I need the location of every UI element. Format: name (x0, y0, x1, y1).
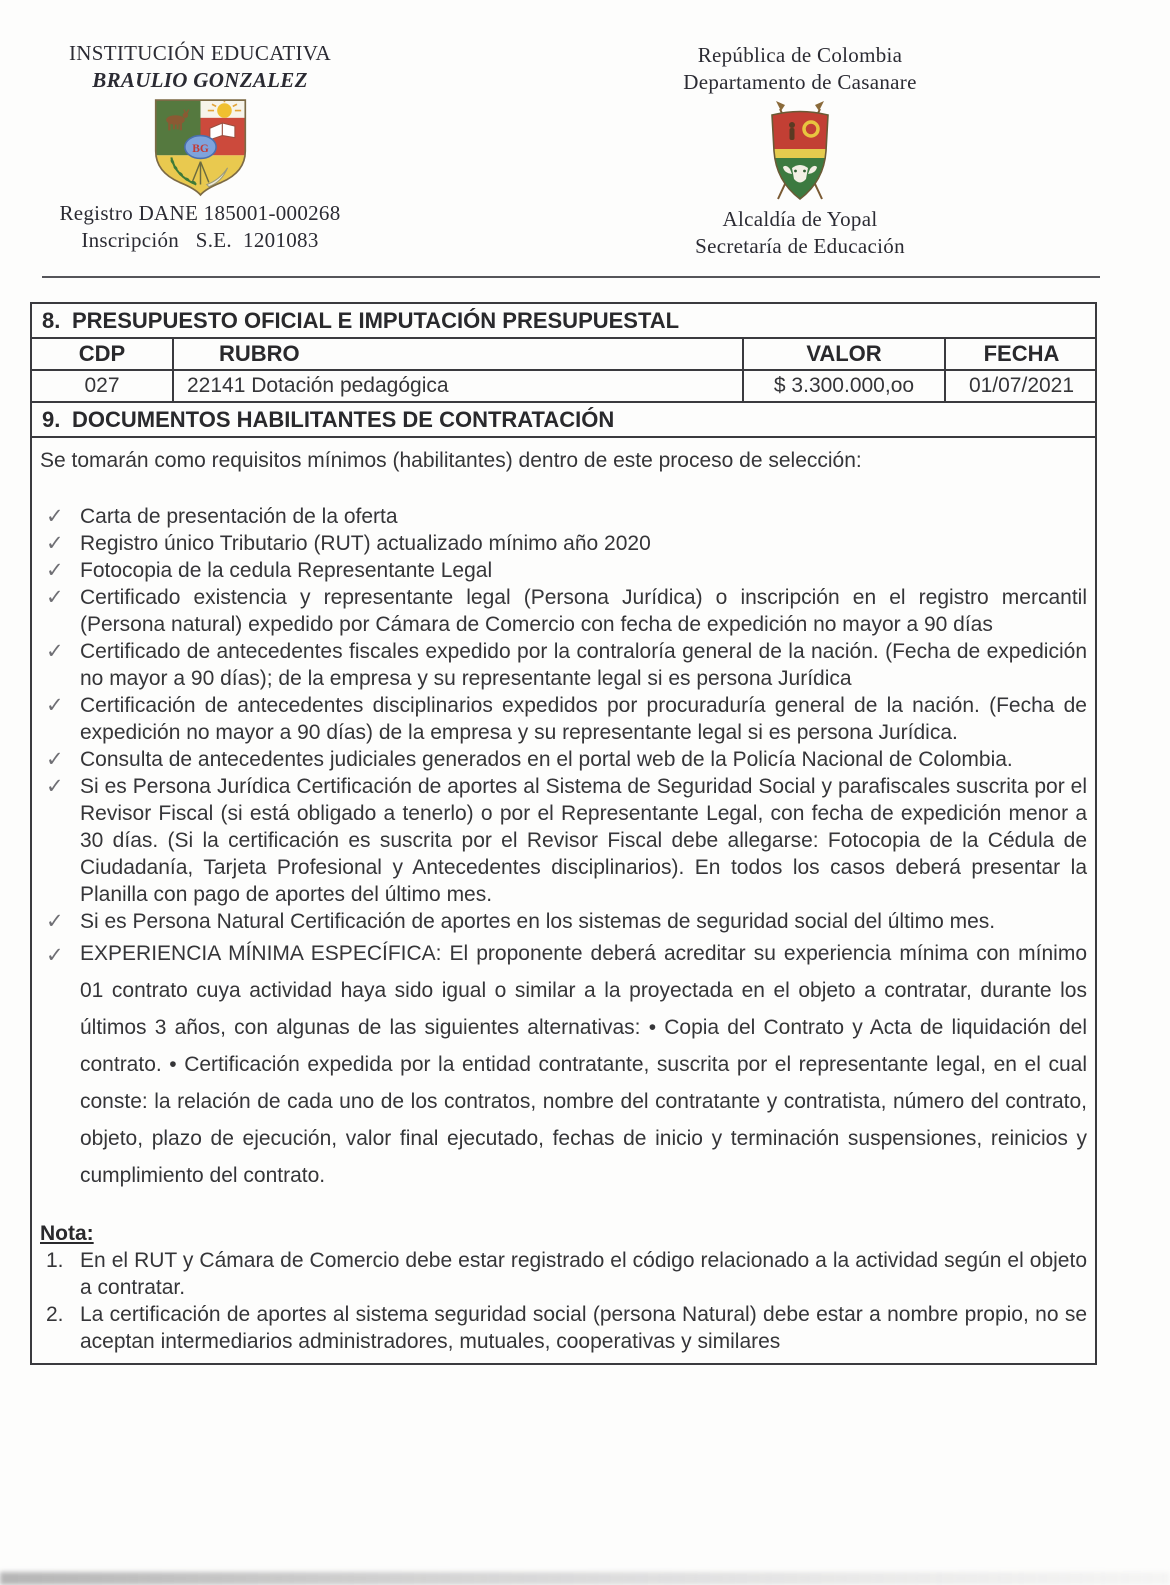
check-icon: ✓ (46, 505, 64, 528)
checklist-item (38, 503, 1087, 530)
school-crest-icon (148, 97, 253, 197)
checklist-item-text: Si es Persona Jurídica Certificación de aportes al Sistema de Seguridad Social y parafiscales suscrita por el Revisor Fiscal (si está obligado a tenerlo) o por el Representante Legal, con fecha de expedición menor a 30 días. (Si la certificación es suscrita por el Revisor Fiscal debe allegarse: Fotocopia de la Cédula de Ciudadanía, Tarjeta Profesional y Antecedentes disciplinarios). En todos los casos deberá presentar la Planilla con pago de aportes del último mes. (80, 775, 1087, 906)
checklist-item-text: Fotocopia de la cedula Representante Legal (80, 559, 493, 582)
note-number: 2. (46, 1303, 64, 1326)
col-header-rubro: RUBRO (173, 339, 743, 370)
scan-artifact (0, 1572, 1170, 1585)
checklist-item-text: Consulta de antecedentes judiciales generados en el portal web de la Policía Nacional de Colombia. (80, 748, 1013, 771)
cell-rubro: 22141 Dotación pedagógica (173, 370, 743, 402)
checklist-item (38, 773, 1087, 908)
requirements-intro: Se tomarán como requisitos mínimos (habilitantes) dentro de este proceso de selección: (40, 449, 862, 472)
letterhead-government (650, 42, 950, 260)
col-header-cdp: CDP (32, 339, 173, 370)
checklist-item-text: Registro único Tributario (RUT) actualizado mínimo año 2020 (80, 532, 651, 555)
alcaldia-line: Alcaldía de Yopal (722, 207, 878, 231)
col-header-valor: VALOR (743, 339, 945, 370)
section9-number: 9. (42, 406, 61, 432)
checklist-item (38, 908, 1087, 935)
school-name-line2: BRAULIO GONZALEZ (92, 68, 308, 92)
checklist-item-experiencia (38, 935, 1087, 1194)
note-item (38, 1301, 1087, 1355)
checklist-item (38, 692, 1087, 746)
checklist-item-text: Si es Persona Natural Certificación de aportes en los sistemas de seguridad social del último mes. (80, 910, 996, 933)
check-icon: ✓ (46, 559, 64, 582)
check-icon: ✓ (46, 775, 64, 798)
check-icon: ✓ (46, 944, 64, 967)
document-main-table (30, 302, 1097, 1365)
checklist-item (38, 746, 1087, 773)
section8-number: 8. (42, 307, 61, 333)
checklist-item-text: Certificado de antecedentes fiscales expedido por la contraloría general de la nación. (Fecha de expedición no mayor a 90 días); de la empresa y su representante legal si es persona Jurídica (80, 640, 1087, 690)
section8-title: PRESUPUESTO OFICIAL E IMPUTACIÓN PRESUPUESTAL (72, 307, 680, 333)
note-item (38, 1247, 1087, 1301)
cell-valor: $ 3.300.000,oo (743, 370, 945, 402)
checklist-item-text: Certificado existencia y representante legal (Persona Jurídica) o inscripción en el registro mercantil (Persona natural) expedido por Cámara de Comercio con fecha de expedición no mayor a 90 días (80, 586, 1087, 636)
note-text: La certificación de aportes al sistema seguridad social (persona Natural) debe estar a nombre propio, no se aceptan intermediarios administradores, mutuales, cooperativas y similares (80, 1303, 1087, 1353)
checklist-item-text: Certificación de antecedentes disciplinarios expedidos por procuraduría general de la nación. (Fecha de expedición no mayor a 90 días) de la empresa y su representante legal si es persona Jurídica. (80, 694, 1087, 744)
check-icon: ✓ (46, 694, 64, 717)
inscripcion-se: Inscripción S.E. 1201083 (81, 228, 319, 252)
col-header-fecha: FECHA (945, 339, 1097, 370)
republic-line: República de Colombia (697, 43, 903, 67)
section9-title: DOCUMENTOS HABILITANTES DE CONTRATACIÓN (72, 406, 615, 432)
registro-dane: Registro DANE 185001-000268 (59, 201, 341, 225)
requirements-checklist (38, 503, 1087, 1194)
checklist-item-text: Carta de presentación de la oferta (80, 505, 398, 528)
budget-data-row (32, 370, 1097, 402)
check-icon: ✓ (46, 910, 64, 933)
yopal-crest-icon (750, 99, 850, 203)
checklist-item-text: EXPERIENCIA MÍNIMA ESPECÍFICA: El proponente deberá acreditar su experiencia mínima con mínimo 01 contrato cuya actividad haya sido igual o similar a la proyectada en el objeto a contratar, durante los últimos 3 años, con algunas de las siguientes alternativas: • Copia del Contrato y Acta de liquidación del contrato. • Certificación expedida por la entidad contratante, suscrita por el representante legal, en el cual conste: la relación de cada uno de los contratos, nombre del contratante y contratista, número del contrato, objeto, plazo de ejecución, valor final ejecutado, fechas de inicio y terminación suspensiones, reinicios y cumplimiento del contrato. (80, 942, 1087, 1187)
check-icon: ✓ (46, 586, 64, 609)
section9-title-row (32, 403, 1095, 438)
letterhead-school (55, 40, 345, 254)
department-line: Departamento de Casanare (683, 70, 917, 94)
notes-list (38, 1247, 1087, 1355)
nota-label: Nota: (40, 1222, 94, 1245)
check-icon: ✓ (46, 640, 64, 663)
school-name-line1: INSTITUCIÓN EDUCATIVA (69, 41, 331, 65)
budget-table (32, 339, 1097, 403)
section9-body (32, 438, 1095, 1363)
secretaria-line: Secretaría de Educación (695, 234, 905, 258)
checklist-item (38, 557, 1087, 584)
svg-text:BG: BG (191, 143, 209, 156)
checklist-item (38, 638, 1087, 692)
header-divider (42, 276, 1100, 278)
check-icon: ✓ (46, 532, 64, 555)
budget-header-row (32, 339, 1097, 370)
section8-title-row (32, 304, 1095, 339)
cell-fecha: 01/07/2021 (945, 370, 1097, 402)
note-number: 1. (46, 1249, 64, 1272)
note-text: En el RUT y Cámara de Comercio debe estar registrado el código relacionado a la actividad según el objeto a contratar. (80, 1249, 1087, 1299)
checklist-item (38, 530, 1087, 557)
checklist-item (38, 584, 1087, 638)
cell-cdp: 027 (32, 370, 173, 402)
check-icon: ✓ (46, 748, 64, 771)
